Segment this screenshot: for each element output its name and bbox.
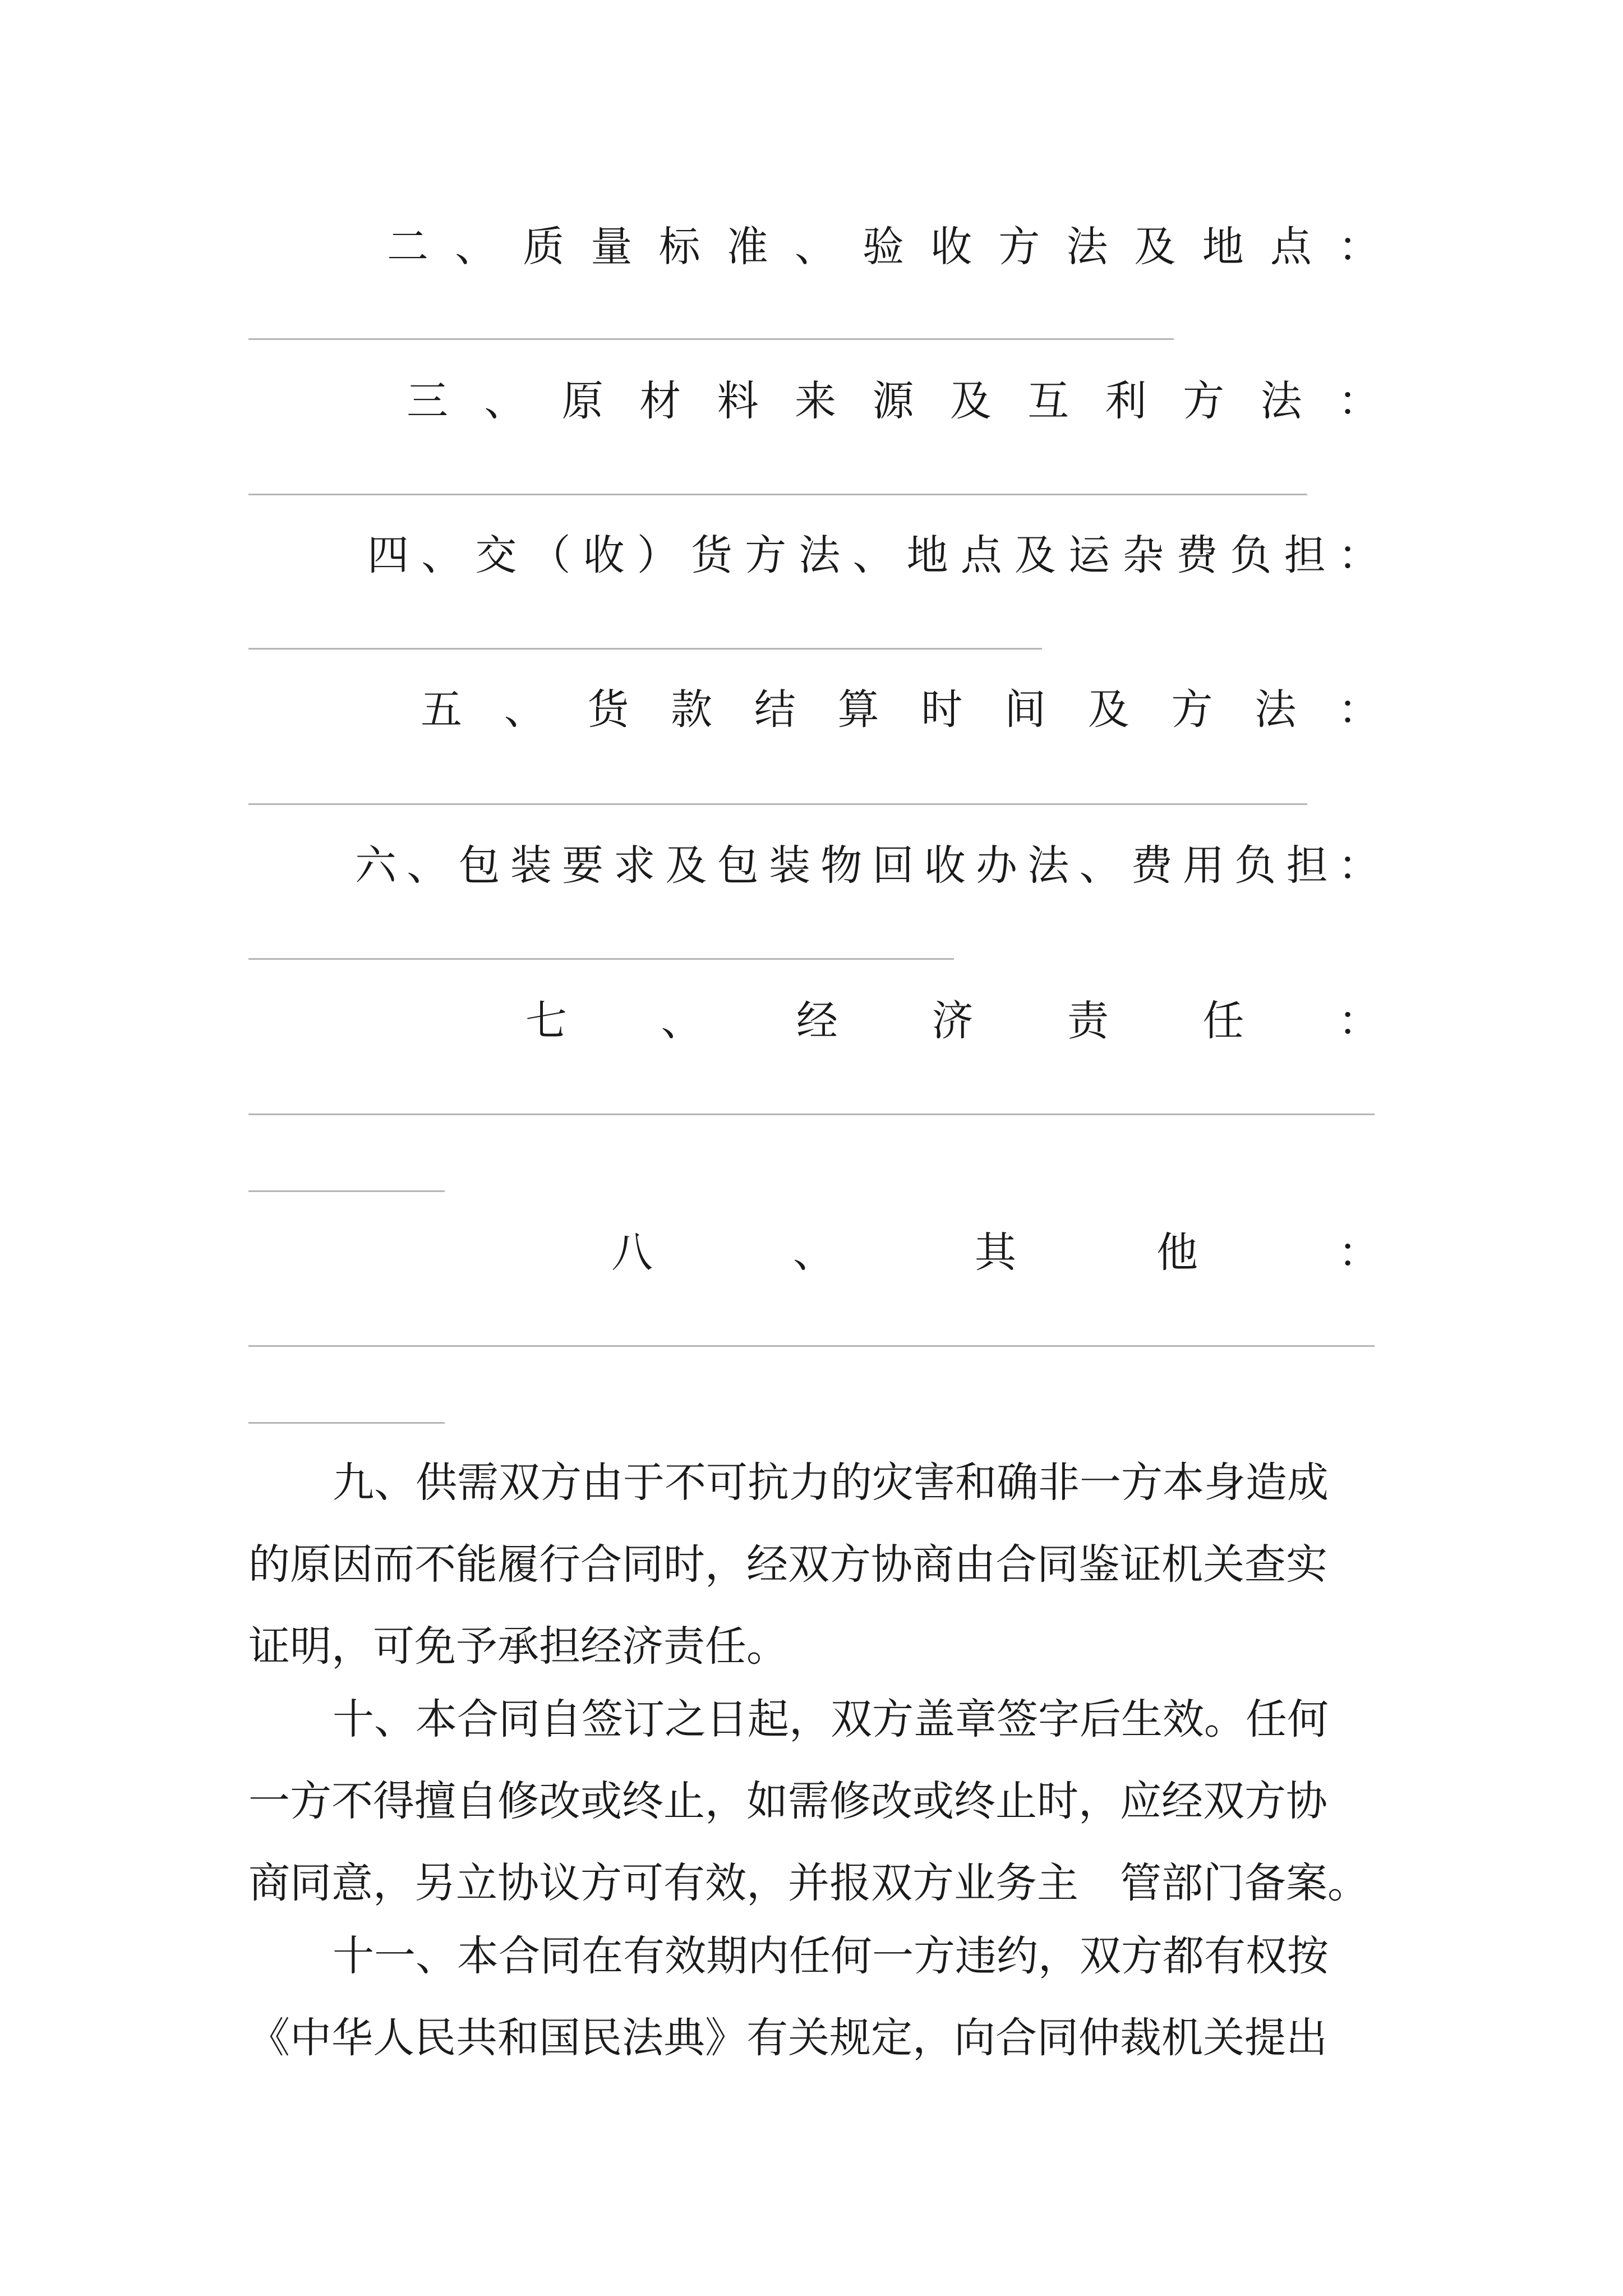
clause-heading-char: 法 xyxy=(1066,223,1108,271)
fill-in-blank-line[interactable] xyxy=(248,1422,445,1424)
clause-heading-char: 算 xyxy=(837,685,879,734)
paragraph-line: 九、供需双方由于不可抗力的灾害和确非一方本身造成 xyxy=(333,1458,1329,1507)
clause-heading-char: 方 xyxy=(1171,685,1213,734)
clause-heading-char: 用 xyxy=(1183,841,1224,890)
clause-heading-char: 收 xyxy=(924,841,966,890)
clause-heading-char: 要 xyxy=(562,841,603,890)
clause-heading-char: （ xyxy=(529,531,571,579)
clause-heading-char: 负 xyxy=(1230,531,1272,579)
contract-paragraph xyxy=(248,1678,1390,1924)
fill-in-blank-line[interactable] xyxy=(248,494,1307,495)
clause-heading-char: 标 xyxy=(658,223,700,271)
paragraph-line: 十一、本合同在有效期内任何一方违约，双方都有权按 xyxy=(333,1932,1329,1980)
clause-heading-char: 、 xyxy=(455,223,497,271)
clause-heading-char: 交 xyxy=(475,531,517,579)
clause-heading-char: 运 xyxy=(1068,531,1110,579)
clause-heading xyxy=(525,990,1380,1052)
clause-heading-char: 七 xyxy=(525,997,567,1045)
clause-heading-char: 、 xyxy=(1079,841,1121,890)
fill-in-blank-line[interactable] xyxy=(248,338,1174,340)
clause-heading-char: 质 xyxy=(523,223,565,271)
clause-heading-char: 、 xyxy=(407,841,449,890)
clause-heading-char: 结 xyxy=(754,685,796,734)
clause-heading-char: 包 xyxy=(458,841,500,890)
clause-heading-char: 求 xyxy=(614,841,656,890)
contract-paragraph xyxy=(248,1915,1390,2079)
clause-heading-char: 、 xyxy=(421,531,463,579)
clause-heading-char: 料 xyxy=(717,377,759,425)
clause-heading-char: 法 xyxy=(1027,841,1069,890)
contract-paragraph xyxy=(248,1442,1390,1687)
clause-heading-char: 地 xyxy=(906,531,948,579)
clause-heading-char: ： xyxy=(1338,377,1380,425)
clause-heading xyxy=(355,835,1380,896)
fill-in-blank-line[interactable] xyxy=(248,958,954,960)
clause-heading-char: 源 xyxy=(872,377,914,425)
fill-in-blank-line[interactable] xyxy=(248,1114,1375,1115)
clause-heading-char: 、 xyxy=(661,997,703,1045)
clause-heading-char: 、 xyxy=(793,1228,834,1277)
clause-heading-char: 、 xyxy=(852,531,895,579)
clause-heading-char: 及 xyxy=(1087,685,1129,734)
clause-heading-char: 间 xyxy=(1004,685,1046,734)
clause-heading-char: 收 xyxy=(583,531,625,579)
clause-heading-char: 任 xyxy=(1202,997,1244,1045)
paragraph-line: 一方不得擅自修改或终止，如需修改或终止时，应经双方协 xyxy=(248,1777,1327,1825)
clause-heading-char: 时 xyxy=(921,685,963,734)
clause-heading-text xyxy=(407,370,1380,432)
fill-in-blank-line[interactable] xyxy=(248,648,1042,650)
clause-heading-char: 其 xyxy=(975,1228,1016,1277)
clause-heading-char: 验 xyxy=(862,223,904,271)
clause-heading-char: 二 xyxy=(387,223,428,271)
clause-heading-char: 八 xyxy=(611,1228,653,1277)
clause-heading-char: 方 xyxy=(745,531,787,579)
clause-heading-char: 及 xyxy=(1014,531,1056,579)
clause-heading-char: 款 xyxy=(671,685,713,734)
clause-heading-char: ： xyxy=(1338,1228,1380,1277)
clause-heading-char: 五 xyxy=(421,685,462,734)
clause-heading-text xyxy=(367,524,1380,586)
clause-heading-char: 担 xyxy=(1284,531,1326,579)
clause-heading-char: 回 xyxy=(872,841,914,890)
clause-heading-char: 及 xyxy=(665,841,707,890)
clause-heading-char: 办 xyxy=(976,841,1017,890)
clause-heading-char: 三 xyxy=(407,377,448,425)
clause-heading-char: 法 xyxy=(1260,377,1302,425)
clause-heading-char: 点 xyxy=(1270,223,1312,271)
clause-heading-char: ： xyxy=(1338,997,1380,1045)
clause-heading-char: 、 xyxy=(504,685,546,734)
clause-heading-char: 货 xyxy=(690,531,732,579)
clause-heading-text xyxy=(387,216,1380,278)
clause-heading-char: ： xyxy=(1338,223,1380,271)
clause-heading-char: 收 xyxy=(930,223,972,271)
clause-heading-char: 装 xyxy=(510,841,552,890)
clause-heading-char: 原 xyxy=(561,377,603,425)
clause-heading-char: 来 xyxy=(795,377,837,425)
clause-heading xyxy=(407,370,1380,432)
clause-heading-char: 货 xyxy=(587,685,629,734)
paragraph-line: 证明，可免予承担经济责任。 xyxy=(248,1622,788,1671)
fill-in-blank-line[interactable] xyxy=(248,803,1307,805)
clause-heading-char: 负 xyxy=(1234,841,1276,890)
clause-heading-char: 他 xyxy=(1156,1228,1198,1277)
clause-heading-char: 济 xyxy=(932,997,974,1045)
clause-heading-char: 四 xyxy=(367,531,409,579)
clause-heading xyxy=(421,679,1380,740)
clause-heading-text xyxy=(525,990,1380,1052)
paragraph-line: 的原因而不能履行合同时，经双方协商由合同鉴证机关查实 xyxy=(248,1540,1327,1589)
clause-heading-char: 、 xyxy=(794,223,836,271)
clause-heading-char: 方 xyxy=(1183,377,1225,425)
clause-heading-char: 及 xyxy=(949,377,992,425)
clause-heading-char: 互 xyxy=(1027,377,1069,425)
clause-heading-char: ） xyxy=(637,531,679,579)
clause-heading-char: 点 xyxy=(960,531,1002,579)
clause-heading-char: 六 xyxy=(355,841,396,890)
clause-heading-char: ： xyxy=(1338,685,1380,734)
clause-heading-text xyxy=(421,679,1380,740)
clause-heading-char: 经 xyxy=(796,997,838,1045)
fill-in-blank-line[interactable] xyxy=(248,1190,445,1192)
clause-heading-char: 、 xyxy=(484,377,526,425)
clause-heading xyxy=(611,1222,1380,1283)
clause-heading-char: 材 xyxy=(639,377,681,425)
clause-heading-text xyxy=(355,835,1380,896)
clause-heading-char: 责 xyxy=(1067,997,1109,1045)
clause-heading-char: 包 xyxy=(717,841,759,890)
clause-heading-char: 杂 xyxy=(1122,531,1164,579)
clause-heading-char: 担 xyxy=(1286,841,1328,890)
clause-heading xyxy=(367,524,1380,586)
clause-heading-char: 费 xyxy=(1176,531,1218,579)
clause-heading-char: 及 xyxy=(1134,223,1176,271)
clause-heading-text xyxy=(611,1222,1380,1283)
clause-heading-char: 准 xyxy=(726,223,768,271)
clause-heading-char: 装 xyxy=(769,841,810,890)
clause-heading-char: 量 xyxy=(591,223,633,271)
clause-heading-char: 费 xyxy=(1131,841,1173,890)
fill-in-blank-line[interactable] xyxy=(248,1345,1375,1347)
clause-heading-char: ： xyxy=(1338,841,1380,890)
clause-heading-char: 法 xyxy=(799,531,841,579)
clause-heading-char: ： xyxy=(1338,531,1380,579)
clause-heading-char: 地 xyxy=(1202,223,1244,271)
paragraph-line: 商同意，另立协议方可有效，并报双方业务主 管部门备案。 xyxy=(248,1859,1369,1907)
paragraph-line: 《中华人民共和国民法典》有关规定，向合同仲裁机关提出 xyxy=(248,2014,1327,2062)
paragraph-line: 十、本合同自签订之日起，双方盖章签字后生效。任何 xyxy=(333,1695,1329,1743)
clause-heading-char: 物 xyxy=(820,841,863,890)
clause-heading-char: 利 xyxy=(1105,377,1147,425)
clause-heading xyxy=(387,216,1380,278)
clause-heading-char: 法 xyxy=(1255,685,1297,734)
clause-heading-char: 方 xyxy=(998,223,1040,271)
